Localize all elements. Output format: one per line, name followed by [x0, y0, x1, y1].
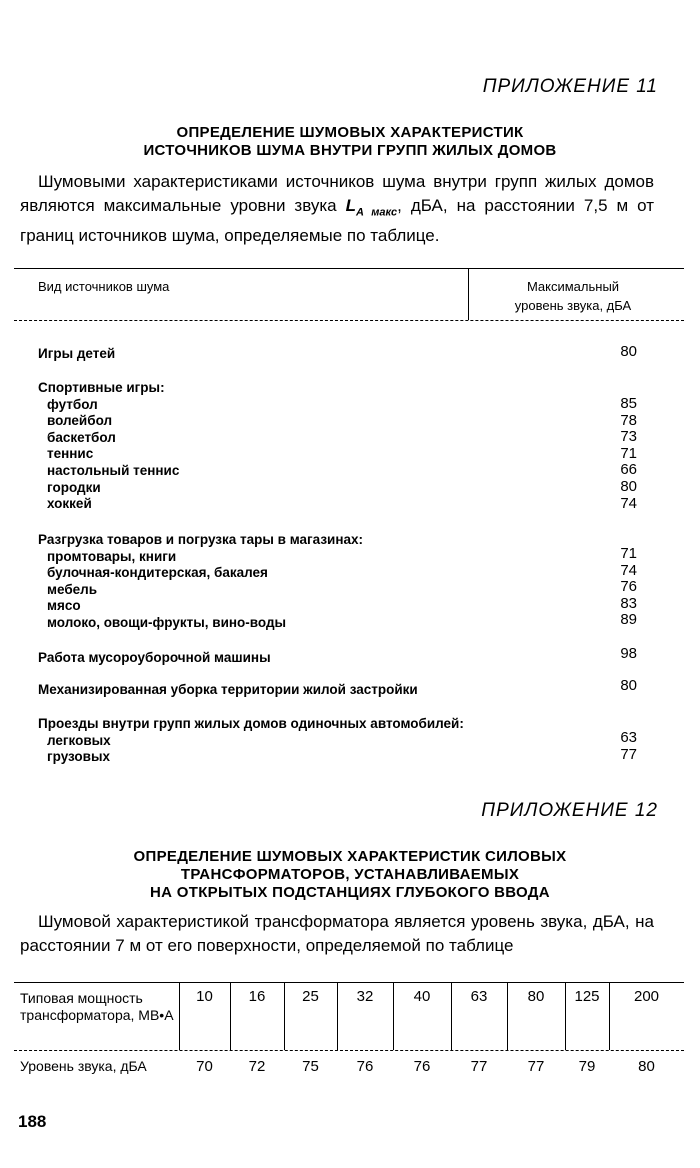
- table1-values-sports-games: [577, 396, 637, 512]
- intro-text-before: Шумовыми характеристиками источников шума внутри групп жилых домов являются максимальные уровни звука: [20, 172, 654, 215]
- list-item: волейбол: [47, 413, 113, 429]
- value: 66: [620, 461, 637, 479]
- appendix-12-title-line1: ОПРЕДЕЛЕНИЕ ШУМОВЫХ ХАРАКТЕРИСТИК СИЛОВЫХ: [133, 848, 567, 865]
- table1-values-children-games: [577, 344, 637, 361]
- power-cell: 10: [196, 988, 213, 1005]
- table1-col2-header-line1: Максимальный: [526, 279, 620, 294]
- table1-header-rule: [14, 320, 684, 321]
- table2-row1-label: Типовая мощность трансформатора, МВ•А: [20, 990, 174, 1023]
- appendix-12-title-line2: ТРАНСФОРМАТОРОВ, УСТАНАВЛИВАЕМЫХ: [180, 866, 520, 883]
- value: 80: [620, 677, 637, 694]
- group-title: Работа мусороуборочной машины: [38, 650, 271, 665]
- table1-col1-header: Вид источников шума: [38, 279, 170, 294]
- table1-values-garbage-truck: [577, 646, 637, 663]
- value: 71: [620, 545, 637, 562]
- list-item: баскетбол: [47, 429, 116, 445]
- list-item: легковых: [47, 732, 111, 748]
- power-cell: 40: [413, 988, 431, 1005]
- value: 77: [620, 745, 637, 763]
- l-symbol: L: [345, 196, 356, 215]
- power-cell: 63: [470, 988, 488, 1005]
- group-title: Проезды внутри групп жилых домов одиночных автомобилей:: [38, 716, 464, 731]
- table1-group-children-games: [38, 346, 115, 363]
- table2-column-divider: [507, 982, 508, 1050]
- table2-column-divider: [284, 982, 285, 1050]
- level-cell: 72: [248, 1058, 266, 1075]
- power-cell: 25: [302, 988, 319, 1005]
- list-item: мебель: [47, 581, 98, 597]
- value: 73: [620, 428, 637, 446]
- table1-values-unloading: [577, 546, 637, 629]
- list-item: грузовых: [47, 749, 110, 765]
- table1-group-mechanized-cleaning: [38, 682, 418, 699]
- list-item: молоко, овощи-фрукты, вино-воды: [47, 614, 287, 630]
- power-cell: 32: [356, 988, 374, 1005]
- group-title: Игры детей: [38, 346, 116, 361]
- list-item: хоккей: [47, 496, 92, 512]
- table2-column-divider: [393, 982, 394, 1050]
- list-item: теннис: [47, 446, 94, 462]
- table1-group-garbage-truck: [38, 650, 271, 667]
- appendix-11-intro: [20, 170, 654, 248]
- value: 83: [620, 594, 637, 612]
- l-amax-symbol: [345, 196, 398, 219]
- page-number: 188: [18, 1112, 47, 1131]
- intro-text: Шумовой характеристикой трансформатора является уровень звука, дБА, на расстоянии 7 м от его поверхности, определяемой по таблице: [20, 912, 654, 955]
- value: 74: [620, 561, 637, 579]
- appendix-11-title-line1: ОПРЕДЕЛЕНИЕ ШУМОВЫХ ХАРАКТЕРИСТИК: [176, 124, 524, 141]
- level-cell: 77: [527, 1058, 545, 1075]
- level-cell: 79: [578, 1058, 596, 1075]
- value: 71: [620, 444, 637, 462]
- level-cell: 77: [470, 1058, 488, 1075]
- list-item: настольный теннис: [47, 462, 180, 478]
- table1-col2-header-line2: уровень звука, дБА: [514, 298, 632, 313]
- group-title: Спортивные игры:: [38, 380, 165, 395]
- table2-column-divider: [609, 982, 610, 1050]
- power-cell: 16: [248, 988, 266, 1005]
- group-title: Разгрузка товаров и погрузка тары в магазинах:: [38, 532, 363, 547]
- level-cell: 76: [356, 1058, 374, 1075]
- list-item: мясо: [47, 598, 81, 614]
- table2-row2-label: Уровень звука, дБА: [20, 1058, 147, 1074]
- table2-column-divider: [230, 982, 231, 1050]
- list-item: городки: [47, 479, 101, 495]
- l-symbol-subscript: А макс: [355, 206, 398, 219]
- table2-column-divider: [565, 982, 566, 1050]
- intro-text-after: , дБА, на расстоянии 7,5 м от границ источников шума, определяемые по таблице.: [20, 196, 654, 246]
- list-item: футбол: [47, 396, 98, 412]
- table1-col2-header: [478, 277, 668, 315]
- table1-top-rule: [14, 268, 684, 269]
- table2-middle-rule: [14, 1050, 684, 1051]
- table2-column-divider: [337, 982, 338, 1050]
- appendix-12-label: ПРИЛОЖЕНИЕ 12: [481, 800, 658, 821]
- table2-column-divider: [451, 982, 452, 1050]
- level-cell: 75: [302, 1058, 319, 1075]
- power-cell: 200: [633, 988, 660, 1005]
- power-cell: 80: [527, 988, 545, 1005]
- value: 80: [620, 343, 637, 360]
- level-cell: 76: [413, 1058, 431, 1075]
- value: 89: [620, 611, 637, 629]
- appendix-12-title-line3: НА ОТКРЫТЫХ ПОДСТАНЦИЯХ ГЛУБОКОГО ВВОДА: [150, 884, 550, 901]
- appendix-11-title-line2: ИСТОЧНИКОВ ШУМА ВНУТРИ ГРУПП ЖИЛЫХ ДОМОВ: [143, 142, 557, 159]
- table1-values-vehicle-passages: [577, 730, 637, 763]
- table1-group-vehicle-passages: [38, 716, 464, 766]
- table2-top-rule: [14, 982, 684, 983]
- value: 98: [620, 645, 637, 662]
- list-item: булочная-кондитерская, бакалея: [47, 565, 268, 581]
- list-item: промтовары, книги: [47, 548, 177, 564]
- value: 80: [620, 477, 637, 495]
- value: 63: [620, 729, 637, 746]
- group-title: Механизированная уборка территории жилой застройки: [38, 682, 418, 697]
- table1-group-sports-games: [38, 380, 179, 513]
- value: 85: [620, 395, 637, 412]
- table1-column-divider: [468, 268, 469, 320]
- power-cell: 125: [574, 988, 600, 1005]
- value: 74: [620, 494, 637, 512]
- value: 76: [620, 578, 637, 596]
- table1-group-unloading: [38, 532, 363, 632]
- appendix-12-intro: [20, 910, 654, 958]
- table1-values-mechanized-cleaning: [577, 678, 637, 695]
- appendix-11-label: ПРИЛОЖЕНИЕ 11: [482, 76, 658, 97]
- level-cell: 70: [196, 1058, 213, 1075]
- value: 78: [620, 411, 637, 429]
- level-cell: 80: [638, 1058, 655, 1075]
